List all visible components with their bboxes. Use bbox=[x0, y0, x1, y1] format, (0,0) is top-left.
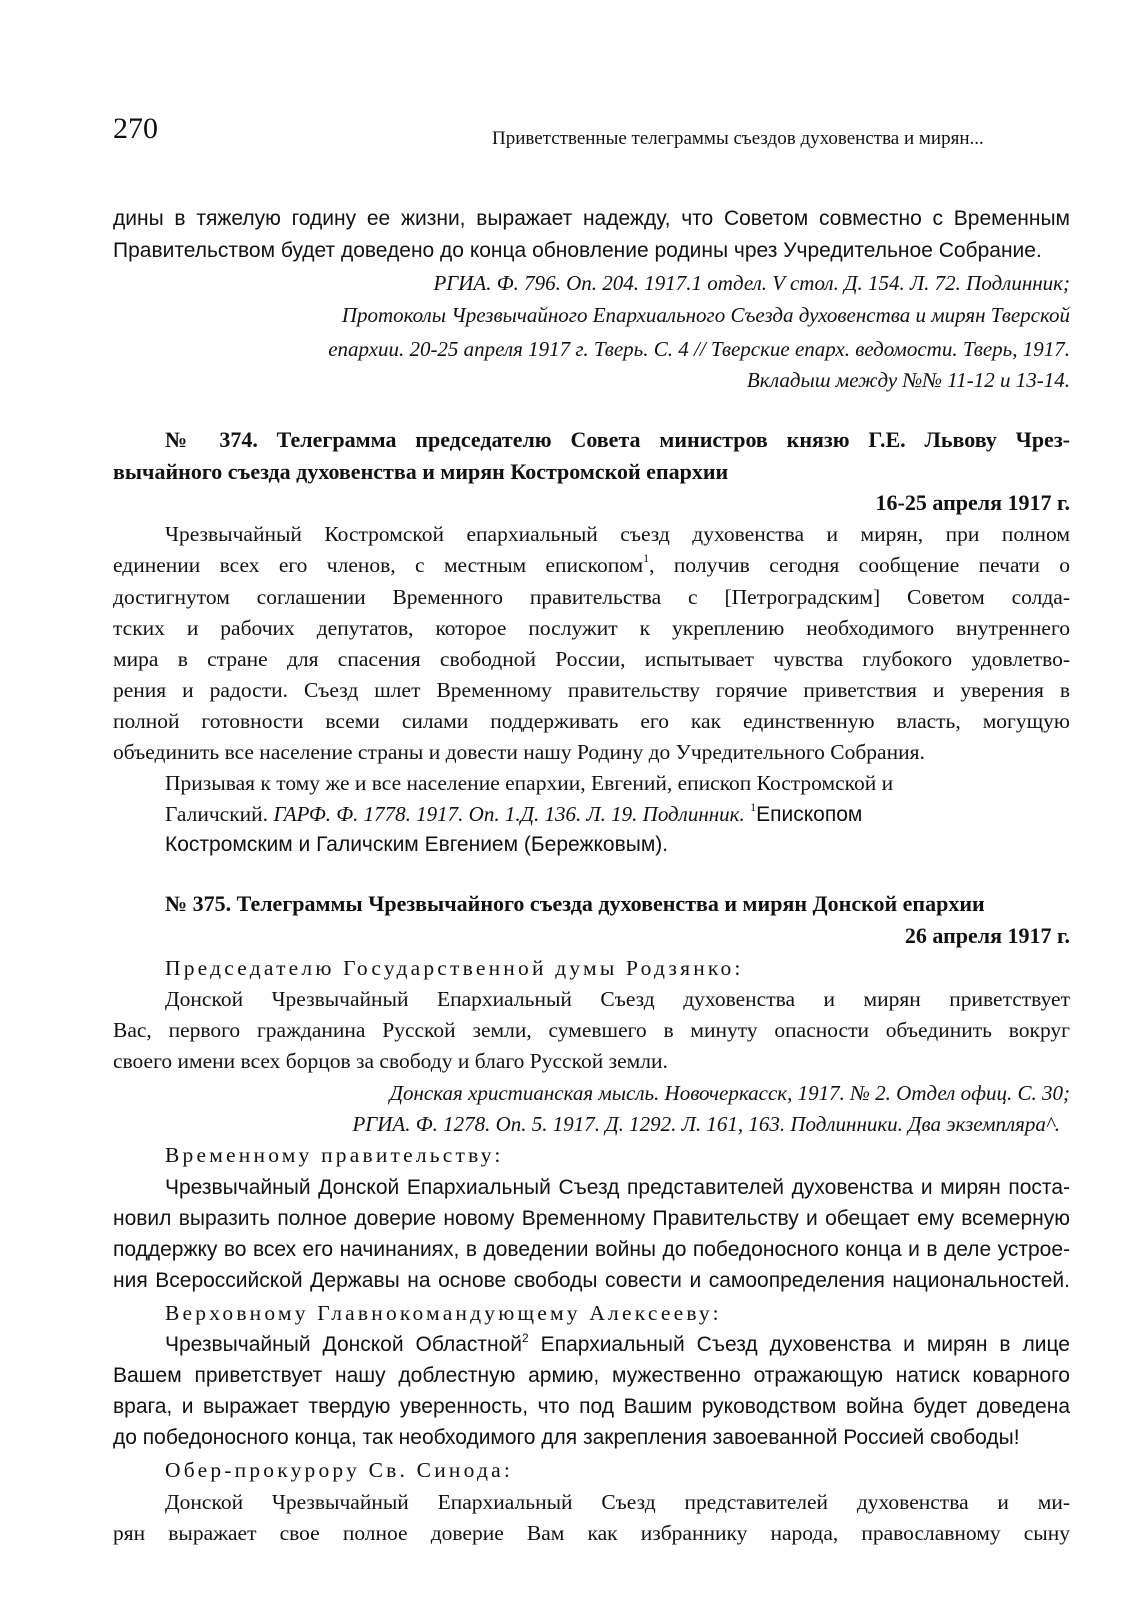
paragraph-line: Донской Чрезвычайный Епархиальный Съезд духовенства и мирян приветствует bbox=[165, 987, 1070, 1011]
paragraph-line: рян выражает свое полное доверие Вам как избраннику народа, православному сыну bbox=[113, 1521, 1070, 1545]
addressee-heading: Обер-прокурору Св. Синода: bbox=[165, 1458, 514, 1482]
paragraph-line: рения и радости. Съезд шлет Временному правительству горячие приветствия и уверения в bbox=[113, 678, 1070, 702]
paragraph-line: врага, и выражает твердую уверенность, что под Вашим руководством война будет доведена bbox=[113, 1395, 1070, 1418]
text-fragment: Галичский. bbox=[165, 802, 269, 826]
citation-line: Донская христианская мысль. Новочеркасск, 1917. № 2. Отдел офиц. С. 30; bbox=[389, 1081, 1070, 1105]
text-fragment: , получив сегодня сообщение печати о bbox=[649, 553, 1070, 577]
footnote-text: Костромским и Галичским Евгением (Бережковым). bbox=[165, 833, 669, 856]
running-header: Приветственные телеграммы съездов духовенства и мирян... bbox=[492, 128, 984, 149]
footnote-marker: 1 bbox=[750, 800, 757, 814]
paragraph-line: Вас, первого гражданина Русской земли, сумевшего в минуту опасности объединить вокруг bbox=[113, 1018, 1070, 1042]
addressee-heading: Временному правительству: bbox=[165, 1143, 504, 1167]
addressee-heading: Верховному Главнокомандующему Алексееву: bbox=[165, 1301, 722, 1325]
paragraph-line: достигнутом соглашении Временного правительства с [Петроградским] Советом солда- bbox=[113, 585, 1070, 609]
footnote-reference: 2 bbox=[522, 1331, 529, 1345]
document-date: 26 апреля 1917 г. bbox=[904, 923, 1070, 948]
document-title: вычайного съезда духовенства и мирян Костромской епархии bbox=[113, 459, 729, 484]
paragraph-line: новил выразить полное доверие новому Временному Правительству и обещает ему всемерную bbox=[113, 1207, 1070, 1230]
paragraph-line: поддержку во всех его начинаниях, в доведении войны до победоносного конца и в деле устрое- bbox=[113, 1238, 1070, 1261]
paragraph-line: Вашем приветствует нашу доблестную армию, мужественно отражающую натиск коварного bbox=[113, 1364, 1070, 1387]
paragraph-line bbox=[165, 1333, 1070, 1357]
document-title: № 375. Телеграммы Чрезвычайного съезда духовенства и мирян Донской епархии bbox=[165, 891, 985, 916]
citation-line: РГИА. Ф. 1278. Оп. 5. 1917. Д. 1292. Л. 161, 163. Подлинники. Два экземпляра^. bbox=[352, 1112, 1060, 1136]
text-fragment: Чрезвычайный Донской Областной bbox=[165, 1333, 523, 1356]
paragraph-line: объединить все население страны и довести нашу Родину до Учредительного Собрания. bbox=[113, 740, 925, 764]
paragraph-line: Донской Чрезвычайный Епархиальный Съезд представителей духовенства и ми- bbox=[165, 1490, 1070, 1514]
page-number: 270 bbox=[113, 112, 158, 145]
citation-line: Протоколы Чрезвычайного Епархиального Съезда духовенства и мирян Тверской bbox=[341, 303, 1070, 327]
archive-citation: ГАРФ. Ф. 1778. 1917. Оп. 1.Д. 136. Л. 19. Подлинник. bbox=[273, 802, 745, 826]
document-title: № 374. Телеграмма председателю Совета министров князю Г.Е. Львову Чрез- bbox=[165, 427, 1070, 452]
footnote-reference: 1 bbox=[643, 551, 650, 565]
paragraph-line: мира в стране для спасения свободной России, испытывает чувства глубокого удовлетво- bbox=[113, 647, 1070, 671]
paragraph-line: ния Всероссийской Державы на основе свободы совести и самоопределения национальностей. bbox=[113, 1269, 1070, 1292]
document-date: 16-25 апреля 1917 г. bbox=[875, 490, 1070, 515]
citation-line: епархии. 20-25 апреля 1917 г. Тверь. С. 4 // Тверские епарх. ведомости. Тверь, 1917. bbox=[328, 337, 1070, 361]
paragraph-line: тских и рабочих депутатов, которое послужит к укреплению необходимого внутреннего bbox=[113, 616, 1070, 640]
paragraph-line bbox=[113, 553, 1070, 578]
paragraph-line: своего имени всех борцов за свободу и благо Русской земли. bbox=[113, 1049, 668, 1073]
paragraph-line: Чрезвычайный Костромской епархиальный съезд духовенства и мирян, при полном bbox=[165, 522, 1070, 546]
citation-line: РГИА. Ф. 796. Оп. 204. 1917.1 отдел. V стол. Д. 154. Л. 72. Подлинник; bbox=[433, 271, 1070, 295]
citation-line: Вкладыш между №№ 11-12 и 13-14. bbox=[746, 368, 1070, 392]
paragraph-line: Призывая к тому же и все население епархии, Евгений, епископ Костромской и bbox=[165, 771, 894, 795]
paragraph-line: Чрезвычайный Донской Епархиальный Съезд представителей духовенства и мирян поста- bbox=[165, 1176, 1070, 1199]
addressee-heading: Председателю Государственной думы Родзянко: bbox=[165, 956, 744, 980]
paragraph-line: Правительством будет доведено до конца обновление родины чрез Учредительное Собрание. bbox=[113, 239, 1042, 262]
paragraph-line bbox=[165, 802, 862, 827]
footnote-text: Епископом bbox=[756, 803, 863, 826]
paragraph-line: полной готовности всеми силами поддерживать его как единственную власть, могущую bbox=[113, 709, 1070, 733]
paragraph-line: до победоносного конца, так необходимого для закрепления завоеванной Россией свободы! bbox=[113, 1426, 1020, 1449]
text-fragment: Епархиальный Съезд духовенства и мирян в лице bbox=[528, 1333, 1070, 1356]
text-fragment: единении всех его членов, с местным епископом bbox=[113, 553, 644, 577]
paragraph-line: дины в тяжелую годину ее жизни, выражает надежду, что Советом совместно с Временным bbox=[113, 207, 1070, 230]
